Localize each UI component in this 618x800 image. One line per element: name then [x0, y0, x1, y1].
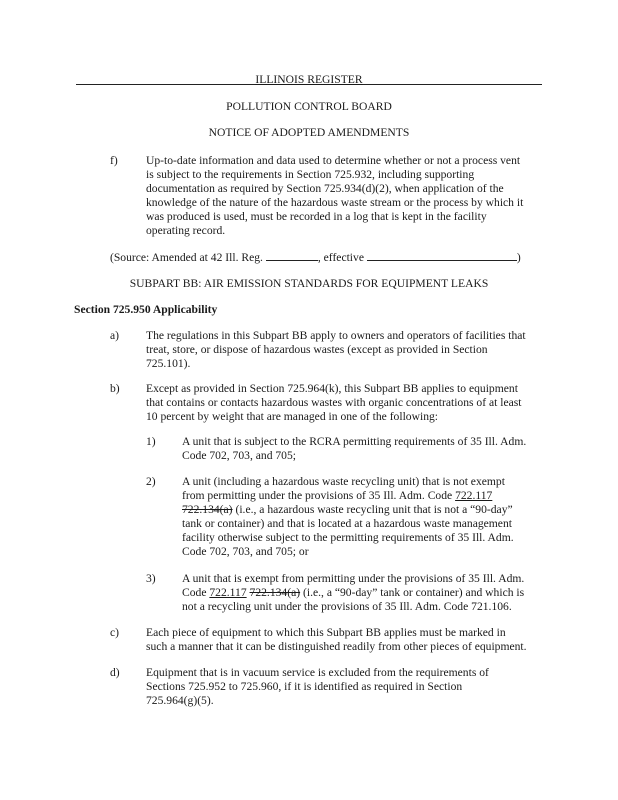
- item-f-label: f): [110, 154, 118, 167]
- item-a-label: a): [110, 329, 120, 342]
- item-b-line: that contains or contacts hazardous wastes with organic concentrations of at least: [146, 396, 522, 409]
- item-d-line: Equipment that is in vacuum service is excluded from the requirements of: [146, 666, 489, 679]
- sub-3-label: 3): [146, 572, 156, 585]
- item-d-line: Sections 725.952 to 725.960, if it is identified as required in Section: [146, 680, 463, 693]
- sub-2-line: Code 702, 703, and 705; or: [182, 545, 309, 558]
- sub-2-line: facility otherwise subject to the permitting requirements of 35 Ill. Adm.: [182, 531, 514, 544]
- notice-title: NOTICE OF ADOPTED AMENDMENTS: [208, 126, 410, 139]
- sub-1-line: Code 702, 703, and 705;: [182, 449, 296, 462]
- item-f-line: operating record.: [146, 224, 226, 237]
- item-c-line: such a manner that it can be distinguished readily from other pieces of equipment.: [146, 640, 527, 653]
- source-note: (Source: Amended at 42 Ill. Reg. , effective ): [110, 251, 521, 264]
- item-a-line: The regulations in this Subpart BB apply to owners and operators of facilities that: [146, 329, 526, 342]
- item-f-line: was produced is used, must be recorded in a log that is kept in the facility: [146, 210, 487, 223]
- item-a-line: 725.101).: [146, 357, 191, 370]
- register-title: ILLINOIS REGISTER: [255, 73, 363, 86]
- deleted-text: 722.134(a): [249, 586, 301, 599]
- sub-3-line: not a recycling unit under the provisions of 35 Ill. Adm. Code 721.106.: [182, 600, 512, 613]
- sub-2-line: 722.134(a) (i.e., a hazardous waste recycling unit that is not a “90-day”: [182, 503, 513, 516]
- item-c-label: c): [110, 626, 120, 639]
- item-c-line: Each piece of equipment to which this Subpart BB applies must be marked in: [146, 626, 506, 639]
- item-d-label: d): [110, 666, 120, 679]
- item-f-line: Up-to-date information and data used to determine whether or not a process vent: [146, 154, 521, 167]
- item-d-line: 725.964(g)(5).: [146, 694, 214, 707]
- sub-2-line: from permitting under the provisions of 35 Ill. Adm. Code 722.117: [182, 489, 493, 502]
- reg-blank: [266, 250, 318, 261]
- board-name: POLLUTION CONTROL BOARD: [226, 100, 392, 113]
- subpart-title: SUBPART BB: AIR EMISSION STANDARDS FOR EQUIPMENT LEAKS: [129, 277, 489, 290]
- effective-blank: [367, 250, 517, 261]
- inserted-text: 722.117: [209, 586, 247, 599]
- sub-1-line: A unit that is subject to the RCRA permitting requirements of 35 Ill. Adm.: [182, 435, 527, 448]
- sub-2-label: 2): [146, 475, 156, 488]
- section-heading: Section 725.950 Applicability: [74, 303, 218, 316]
- inserted-text: 722.117: [455, 489, 493, 502]
- item-b-label: b): [110, 382, 120, 395]
- item-f-line: is subject to the requirements in Section 725.932, including supporting: [146, 168, 475, 181]
- item-b-line: Except as provided in Section 725.964(k), this Subpart BB applies to equipment: [146, 382, 518, 395]
- sub-2-line: A unit (including a hazardous waste recycling unit) that is not exempt: [182, 475, 505, 488]
- sub-3-line: A unit that is exempt from permitting under the provisions of 35 Ill. Adm.: [182, 572, 525, 585]
- item-f-line: knowledge of the nature of the hazardous waste stream or the process by which it: [146, 196, 524, 209]
- deleted-text: 722.134(a): [182, 503, 233, 516]
- item-b-line: 10 percent by weight that are managed in one of the following:: [146, 410, 439, 423]
- sub-3-line: Code 722.117 722.134(a) (i.e., a “90-day” tank or container) and which is: [182, 586, 525, 599]
- sub-2-line: tank or container) and that is located at a hazardous waste management: [182, 517, 512, 530]
- sub-1-label: 1): [146, 435, 156, 448]
- item-f-line: documentation as required by Section 725.934(d)(2), when application of the: [146, 182, 504, 195]
- item-a-line: treat, store, or dispose of hazardous wastes (except as provided in Section: [146, 343, 488, 356]
